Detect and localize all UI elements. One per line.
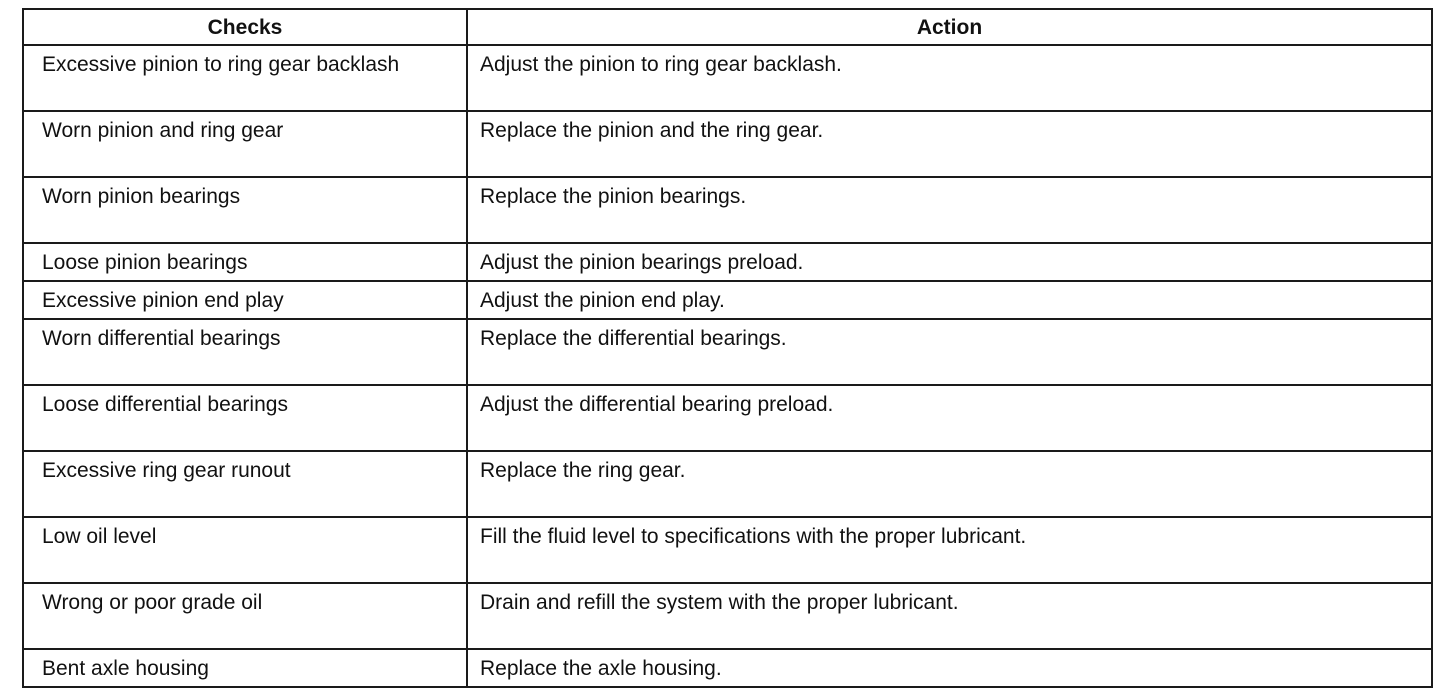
table-row bbox=[23, 177, 1432, 243]
check-cell: Excessive ring gear runout bbox=[23, 451, 467, 517]
table-row bbox=[23, 319, 1432, 385]
check-cell: Loose differential bearings bbox=[23, 385, 467, 451]
check-cell: Excessive pinion to ring gear backlash bbox=[23, 45, 467, 111]
table-header-row bbox=[23, 9, 1432, 45]
action-column-header: Action bbox=[467, 9, 1432, 45]
table-row bbox=[23, 45, 1432, 111]
action-cell: Replace the pinion and the ring gear. bbox=[467, 111, 1432, 177]
table-row bbox=[23, 583, 1432, 649]
check-cell: Bent axle housing bbox=[23, 649, 467, 687]
check-cell: Worn differential bearings bbox=[23, 319, 467, 385]
checks-column-header: Checks bbox=[23, 9, 467, 45]
action-cell: Replace the axle housing. bbox=[467, 649, 1432, 687]
table-row bbox=[23, 243, 1432, 281]
check-cell: Worn pinion bearings bbox=[23, 177, 467, 243]
action-cell: Replace the differential bearings. bbox=[467, 319, 1432, 385]
check-cell: Worn pinion and ring gear bbox=[23, 111, 467, 177]
table-row bbox=[23, 517, 1432, 583]
action-cell: Adjust the pinion to ring gear backlash. bbox=[467, 45, 1432, 111]
check-cell: Excessive pinion end play bbox=[23, 281, 467, 319]
action-cell: Replace the ring gear. bbox=[467, 451, 1432, 517]
check-cell: Wrong or poor grade oil bbox=[23, 583, 467, 649]
table-row bbox=[23, 385, 1432, 451]
table-row bbox=[23, 649, 1432, 687]
diagnostic-table-container bbox=[22, 8, 1431, 688]
table-row bbox=[23, 111, 1432, 177]
table-row bbox=[23, 281, 1432, 319]
action-cell: Replace the pinion bearings. bbox=[467, 177, 1432, 243]
action-cell: Adjust the differential bearing preload. bbox=[467, 385, 1432, 451]
action-cell: Fill the fluid level to specifications with the proper lubricant. bbox=[467, 517, 1432, 583]
table-row bbox=[23, 451, 1432, 517]
check-cell: Low oil level bbox=[23, 517, 467, 583]
action-cell: Adjust the pinion end play. bbox=[467, 281, 1432, 319]
action-cell: Drain and refill the system with the proper lubricant. bbox=[467, 583, 1432, 649]
check-cell: Loose pinion bearings bbox=[23, 243, 467, 281]
action-cell: Adjust the pinion bearings preload. bbox=[467, 243, 1432, 281]
diagnostic-table bbox=[22, 8, 1433, 688]
